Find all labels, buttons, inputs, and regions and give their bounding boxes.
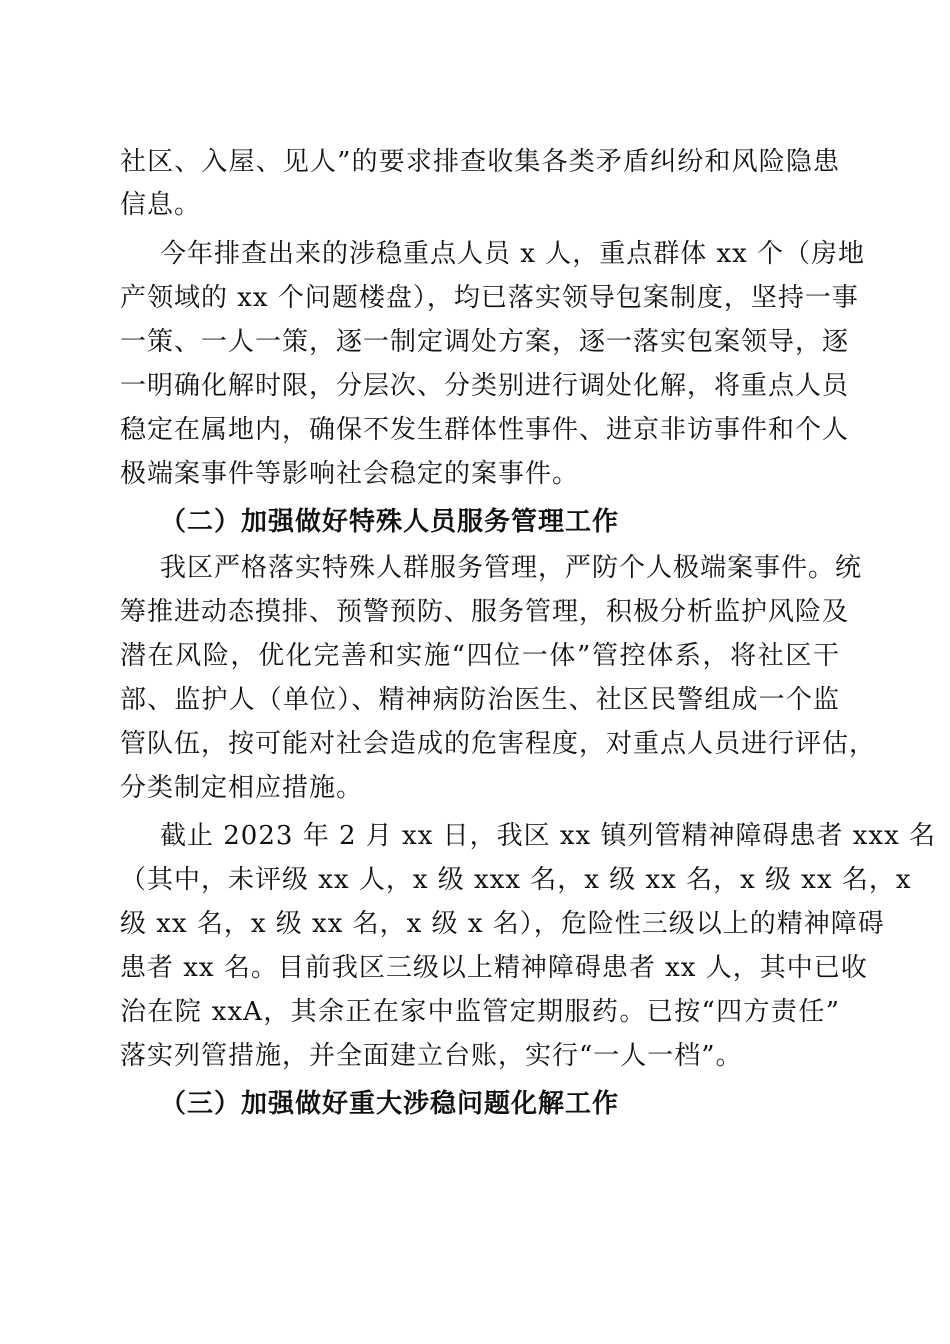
- para1-line1: 社区、入屋、见人”的要求排查收集各类矛盾纠纷和风险隐患: [120, 147, 840, 177]
- para3-line1: 我区严格落实特殊人群服务管理，严防个人极端案事件。统: [160, 553, 863, 583]
- section-heading-2: （二）加强做好特殊人员服务管理工作: [160, 507, 620, 537]
- para2-line2: 产领域的 xx 个问题楼盘），均已落实领导包案制度，坚持一事: [120, 283, 859, 313]
- para3-line3: 潜在风险，优化完善和实施“四位一体”管控体系，将社区干: [120, 641, 840, 671]
- section-heading-3: （三）加强做好重大涉稳问题化解工作: [160, 1089, 620, 1119]
- para2-line5: 稳定在属地内，确保不发生群体性事件、进京非访事件和个人: [120, 415, 850, 445]
- para3-line2: 筹推进动态摸排、预警预防、服务管理，积极分析监护风险及: [120, 597, 850, 627]
- para4-line6: 落实列管措施，并全面建立台账，实行“一人一档”。: [120, 1041, 743, 1071]
- para1-line2: 信息。: [120, 190, 202, 220]
- para3-line5: 管队伍，按可能对社会造成的危害程度，对重点人员进行评估，: [120, 729, 877, 759]
- para3-line6: 分类制定相应措施。: [120, 773, 364, 803]
- para2-line3: 一策、一人一策，逐一制定调处方案，逐一落实包案领导，逐: [120, 327, 850, 357]
- para2-line6: 极端案事件等影响社会稳定的案事件。: [120, 459, 580, 489]
- para4-line4: 患者 xx 名。目前我区三级以上精神障碍患者 xx 人，其中已收: [120, 953, 868, 983]
- para2-line4: 一明确化解时限，分层次、分类别进行调处化解，将重点人员: [120, 371, 850, 401]
- para4-line2: （其中，未评级 xx 人，x 级 xxx 名，x 级 xx 名，x 级 xx 名，x: [120, 865, 912, 895]
- para3-line4: 部、监护人（单位）、精神病防治医生、社区民警组成一个监: [120, 685, 840, 715]
- para4-line3: 级 xx 名，x 级 xx 名，x 级 x 名），危险性三级以上的精神障碍: [120, 909, 885, 939]
- para2-line1: 今年排查出来的涉稳重点人员 x 人，重点群体 xx 个（房地: [160, 239, 866, 269]
- para4-line5: 治在院 xxA，其余正在家中监管定期服药。已按“四方责任”: [120, 997, 840, 1027]
- para4-line1: 截止 2023 年 2 月 xx 日，我区 xx 镇列管精神障碍患者 xxx 名: [160, 821, 936, 851]
